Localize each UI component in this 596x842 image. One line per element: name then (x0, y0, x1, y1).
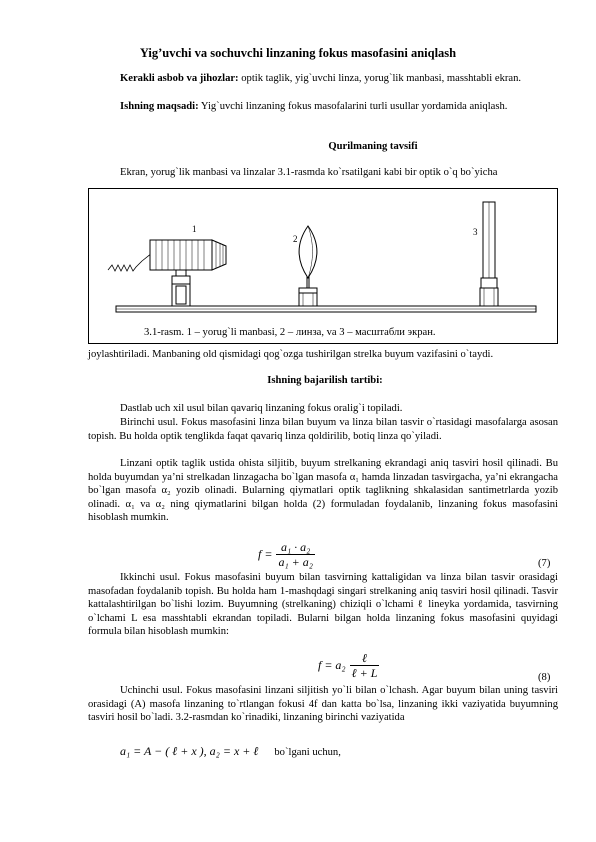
setup-heading: Qurilmaning tavsifi (328, 141, 418, 152)
equipment-paragraph (88, 72, 558, 86)
optical-bench-diagram (88, 188, 558, 344)
goal-text: Yig`uvchi linzaning fokus masofalarini turli usullar yordamida aniqlash. (200, 101, 508, 112)
goal-paragraph (88, 100, 558, 114)
paragraph-method-1-detail: Linzani optik taglik ustida ohista siljitib, buyum strelkaning ekrandagi aniq tasviri hosil qilinadi. Bu holda buyumdan ya’ni strelkadan linzagacha bo`lgan masofa α₁ hamda linzadan tasvirgacha, ya’ni ekrangacha bo`lgan masofa α₂ yozib olinadi. Bularning qiymatlari optik taglikning shkalasidan santimetrlarda yozib olinadi. α₁ va α₂ ning qiymatlarini bilgan holda (2) formuladan foydalanib, linzaning fokus masofasini hisoblash mumkin. (88, 458, 558, 524)
figure-caption: 3.1-rasm. 1 – yorug`li manbasi, 2 – линза, va 3 – масштабли экран. (144, 327, 436, 338)
page-title: Yig’uvchi va sochuvchi linzaning fokus masofasini aniqlash (139, 46, 457, 60)
label-screen: 3 (473, 227, 478, 237)
formula-7-numerator: a₁ · a₂ (276, 540, 314, 555)
goal-label: Ishning maqsadi: (120, 101, 199, 112)
equation-number-7: (7) (538, 558, 551, 569)
formula-8-denominator: ℓ + L (351, 666, 378, 680)
label-light-source: 1 (192, 224, 197, 234)
formula-7-lhs: f = (258, 547, 273, 561)
formula-8 (318, 651, 379, 680)
formula-9: a₁ = A − ( ℓ + x ), a₂ = x + ℓ (120, 744, 259, 758)
equipment-label: Kerakli asbob va jihozlar: (120, 73, 239, 84)
setup-text-2: joylashtiriladi. Manbaning old qismidagi qog`ozga tushirilgan strelka buyum vazifasini o`taydi. (88, 349, 494, 360)
equipment-text: optik taglik, yig`uvchi linza, yorug`lik manbasi, masshtabli ekran. (241, 73, 522, 84)
equation-number-8: (8) (538, 672, 551, 683)
paragraph-intro: Dastlab uch xil usul bilan qavariq linzaning fokus oralig`i topiladi. (120, 403, 403, 414)
figure-3-1 (88, 188, 558, 344)
formula-9-tail: bo`lgani uchun, (274, 747, 341, 758)
formula-7 (258, 540, 315, 569)
formula-8-lhs: f = a₂ (318, 658, 346, 672)
formula-8-numerator: ℓ (350, 651, 380, 666)
paragraph-method-3: Uchinchi usul. Fokus masofasini linzani siljitish yo`li bilan o`lchash. Agar buyum bilan uning tasviri orasidagi (A) masofa linzaning to`rtlangan fokusi 4f dan katta bo`lsa, linzaning ikki vaziyatida buyumning tasviri hosil bo`ladi. 3.2-rasmdan ko`rinadiki, linzaning birinchi vaziyatida (88, 685, 558, 724)
formula-7-denominator: a₁ + a₂ (278, 555, 313, 569)
formula-9-line (120, 744, 341, 759)
procedure-heading: Ishning bajarilish tartibi: (267, 375, 383, 386)
setup-text-1: Ekran, yorug`lik manbasi va linzalar 3.1-rasmda ko`rsatilgani kabi bir optik o`q bo`yicha (120, 167, 498, 178)
paragraph-method-2: Ikkinchi usul. Fokus masofasini buyum bilan tasvirning kattaligidan va linza bilan tasvir orasidagi masofadan foydalanib topish. Bu holda ham 1-mashqdagi singari strelkaning aniq tasviri hosil qilinadi. Tasvir kattalashtirilgan bo`lishi lozim. Buyumning (strelkaning) chiziqli o`lchami ℓ lineyka yordamida, tasvirning o`lchami L esa masshtabli ekrandan topiladi. Bularni bilgan holda linzaning fokus masofasini quyidagi formula bilan hisoblash mumkin: (88, 572, 558, 638)
paragraph-method-1: Birinchi usul. Fokus masofasini linza bilan buyum va linza bilan tasvir o`rtasidagi masofalarga asosan topish. Bu holda optik tenglikda faqat qavariq linza qoldirilib, botiq linza qo`yiladi. (88, 417, 558, 442)
label-lens: 2 (293, 234, 298, 244)
